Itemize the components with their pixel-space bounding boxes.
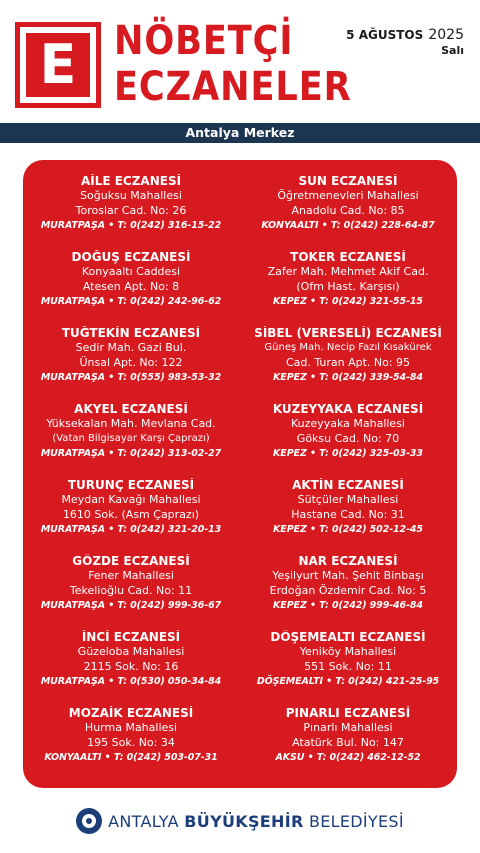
pharmacy-phone: T: 0(242) 228-64-87 [330, 220, 435, 231]
pharmacy-district: MURATPAŞA [40, 448, 105, 459]
pharmacy-list-panel [23, 160, 457, 788]
separator-dot: • [309, 448, 316, 459]
footer-word-3: BELEDİYESİ [308, 811, 404, 831]
pharmacy-card [240, 478, 456, 554]
pharmacy-district: MURATPAŞA [40, 524, 105, 535]
pharmacy-district: KEPEZ [273, 524, 307, 535]
pharmacy-column-right [240, 174, 456, 782]
pharmacy-name: MOZAİK ECZANESİ [68, 706, 194, 720]
separator-dot: • [108, 676, 115, 687]
page-title [114, 18, 352, 110]
eczane-logo-letter: E [26, 33, 90, 97]
pharmacy-contact [23, 218, 239, 233]
date-block [346, 26, 464, 59]
pharmacy-district: KEPEZ [273, 372, 307, 383]
pharmacy-name: DOĞUŞ ECZANESİ [71, 250, 191, 264]
pharmacy-contact [23, 750, 239, 765]
pharmacy-contact [240, 522, 456, 537]
separator-dot: • [104, 752, 111, 763]
pharmacy-name: SUN ECZANESİ [298, 174, 398, 188]
pharmacy-address-line-2: Göksu Cad. No: 70 [296, 431, 400, 445]
pharmacy-address-line-2: Anadolu Cad. No: 85 [291, 203, 405, 217]
pharmacy-address-line-1: Sedir Mah. Gazi Bul. [75, 341, 187, 354]
title-line-1: NÖBETÇİ [114, 18, 294, 64]
pharmacy-address-line-2: 1610 Sok. (Asm Çaprazı) [62, 507, 200, 521]
pharmacy-card [23, 326, 239, 402]
pharmacy-contact [240, 218, 456, 233]
municipality-emblem-icon [76, 808, 102, 834]
separator-dot: • [309, 372, 316, 383]
pharmacy-contact [240, 370, 456, 385]
pharmacy-district: MURATPAŞA [40, 600, 105, 611]
pharmacy-address-line-2: 2115 Sok. No: 16 [83, 659, 179, 673]
pharmacy-address-line-2: Cad. Turan Apt. No: 95 [285, 355, 411, 369]
pharmacy-address-line-2: 195 Sok. No: 34 [87, 735, 175, 749]
pharmacy-contact [240, 598, 456, 613]
pharmacy-address-line-1: Meydan Kavağı Mahallesi [61, 493, 201, 506]
pharmacy-address-line-1: Zafer Mah. Mehmet Akif Cad. [267, 265, 429, 278]
pharmacy-district: KEPEZ [273, 448, 307, 459]
pharmacy-phone: T: 0(242) 321-20-13 [117, 524, 222, 535]
pharmacy-contact [23, 294, 239, 309]
pharmacy-name: AKYEL ECZANESİ [74, 402, 188, 416]
pharmacy-name: İNCİ ECZANESİ [81, 630, 181, 644]
pharmacy-card [23, 706, 239, 782]
pharmacy-district: MURATPAŞA [40, 220, 105, 231]
pharmacy-name: NAR ECZANESİ [298, 554, 398, 568]
pharmacy-name: DÖŞEMEALTI ECZANESİ [270, 630, 426, 644]
pharmacy-contact [23, 522, 239, 537]
separator-dot: • [108, 524, 115, 535]
separator-dot: • [321, 220, 328, 231]
pharmacy-name: PINARLI ECZANESİ [285, 706, 411, 720]
pharmacy-phone: T: 0(242) 316-15-22 [117, 220, 222, 231]
pharmacy-card [23, 402, 239, 478]
district-bar: Antalya Merkez [0, 123, 480, 143]
pharmacy-name: TUĞTEKİN ECZANESİ [61, 326, 201, 340]
pharmacy-card [23, 250, 239, 326]
pharmacy-phone: T: 0(242) 242-96-62 [117, 296, 222, 307]
pharmacy-contact [23, 674, 239, 689]
pharmacy-name: GÖZDE ECZANESİ [72, 554, 190, 568]
pharmacy-address-line-1: Sütçüler Mahallesi [297, 493, 399, 506]
pharmacy-card [23, 554, 239, 630]
pharmacy-contact [23, 598, 239, 613]
pharmacy-address-line-2: Atesen Apt. No: 8 [82, 279, 180, 293]
pharmacy-phone: T: 0(242) 502-12-45 [319, 524, 423, 535]
separator-dot: • [326, 676, 333, 687]
pharmacy-address-line-2: Tekelioğlu Cad. No: 11 [69, 583, 193, 597]
date-weekday: Salı [441, 44, 464, 57]
pharmacy-phone: T: 0(242) 999-36-67 [117, 600, 222, 611]
date-year: 2025 [428, 27, 464, 43]
pharmacy-card [240, 250, 456, 326]
pharmacy-address-line-2: (Vatan Bilgisayar Karşı Çaprazı) [52, 432, 210, 444]
pharmacy-address-line-2: Erdoğan Özdemir Cad. No: 5 [269, 583, 427, 597]
pharmacy-address-line-2: Atatürk Bul. No: 147 [292, 735, 404, 749]
pharmacy-card [23, 478, 239, 554]
pharmacy-phone: T: 0(242) 421-25-95 [335, 676, 440, 687]
pharmacy-phone: T: 0(242) 325-03-33 [319, 448, 423, 459]
pharmacy-phone: T: 0(242) 462-12-52 [316, 752, 421, 763]
pharmacy-address-line-2: 551 Sok. No: 11 [304, 659, 392, 673]
pharmacy-name: TURUNÇ ECZANESİ [67, 478, 195, 492]
pharmacy-contact [240, 750, 456, 765]
pharmacy-address-line-2: Ünsal Apt. No: 122 [79, 355, 183, 369]
pharmacy-district: KONYAALTI [44, 752, 102, 763]
separator-dot: • [108, 296, 115, 307]
pharmacy-address-line-1: Güzeloba Mahallesi [77, 645, 185, 658]
footer-word-1: ANTALYA [108, 811, 179, 831]
separator-dot: • [309, 524, 316, 535]
pharmacy-district: KEPEZ [273, 296, 307, 307]
pharmacy-district: AKSU [275, 752, 305, 763]
footer-word-2: BÜYÜKŞEHİR [184, 811, 304, 831]
separator-dot: • [307, 752, 314, 763]
pharmacy-name: AİLE ECZANESİ [80, 174, 182, 188]
pharmacy-name: TOKER ECZANESİ [290, 250, 406, 264]
pharmacy-name: AKTİN ECZANESİ [292, 478, 404, 492]
separator-dot: • [108, 220, 115, 231]
pharmacy-column-left [23, 174, 239, 782]
pharmacy-address-line-1: Pınarlı Mahallesi [303, 721, 393, 734]
pharmacy-name: KUZEYYAKA ECZANESİ [272, 402, 424, 416]
separator-dot: • [108, 448, 115, 459]
pharmacy-address-line-1: Yeşilyurt Mah. Şehit Binbaşı [272, 569, 424, 582]
pharmacy-district: MURATPAŞA [40, 296, 105, 307]
pharmacy-card [240, 326, 456, 402]
pharmacy-card [240, 554, 456, 630]
separator-dot: • [309, 600, 316, 611]
pharmacy-address-line-2: Hastane Cad. No: 31 [291, 507, 405, 521]
pharmacy-card [23, 174, 239, 250]
pharmacy-contact [240, 294, 456, 309]
pharmacy-card [240, 706, 456, 782]
pharmacy-phone: T: 0(530) 050-34-84 [117, 676, 222, 687]
municipality-name [108, 812, 404, 831]
pharmacy-contact [240, 446, 456, 461]
separator-dot: • [108, 372, 115, 383]
pharmacy-address-line-1: Güneş Mah. Necip Fazıl Kısakürek [264, 342, 432, 353]
separator-dot: • [309, 296, 316, 307]
pharmacy-phone: T: 0(242) 313-02-27 [117, 448, 222, 459]
pharmacy-district: KONYAALTI [261, 220, 319, 231]
pharmacy-address-line-1: Öğretmenevleri Mahallesi [277, 189, 419, 202]
pharmacy-address-line-1: Konyaaltı Caddesi [81, 265, 181, 278]
date-day-month: 5 AĞUSTOS [346, 28, 424, 42]
pharmacy-address-line-2: (Ofm Hast. Karşısı) [296, 279, 400, 293]
pharmacy-contact [23, 370, 239, 385]
pharmacy-address-line-1: Yeniköy Mahallesi [299, 645, 397, 658]
pharmacy-card [23, 630, 239, 706]
pharmacy-phone: T: 0(242) 321-55-15 [319, 296, 423, 307]
pharmacy-contact [240, 674, 456, 689]
pharmacy-card [240, 630, 456, 706]
pharmacy-phone: T: 0(242) 999-46-84 [319, 600, 423, 611]
pharmacy-name: SİBEL (VERESELİ) ECZANESİ [254, 326, 442, 340]
pharmacy-address-line-1: Kuzeyyaka Mahallesi [291, 417, 405, 430]
pharmacy-address-line-1: Hurma Mahallesi [84, 721, 178, 734]
pharmacy-district: MURATPAŞA [40, 372, 105, 383]
pharmacy-card [240, 402, 456, 478]
pharmacy-address-line-1: Soğuksu Mahallesi [80, 189, 182, 202]
pharmacy-card [240, 174, 456, 250]
pharmacy-district: DÖŞEMEALTI [256, 676, 323, 687]
municipality-footer [0, 806, 480, 836]
pharmacy-phone: T: 0(242) 503-07-31 [113, 752, 218, 763]
pharmacy-district: MURATPAŞA [40, 676, 105, 687]
title-line-2: ECZANELER [114, 64, 352, 110]
pharmacy-district: KEPEZ [273, 600, 307, 611]
pharmacy-address-line-1: Yüksekalan Mah. Mevlana Cad. [46, 417, 216, 430]
pharmacy-address-line-1: Fener Mahallesi [88, 569, 174, 582]
pharmacy-phone: T: 0(555) 983-53-32 [117, 372, 222, 383]
pharmacy-address-line-2: Toroslar Cad. No: 26 [75, 203, 187, 217]
pharmacy-phone: T: 0(242) 339-54-84 [319, 372, 423, 383]
separator-dot: • [108, 600, 115, 611]
eczane-logo [15, 22, 101, 108]
pharmacy-contact [23, 446, 239, 461]
